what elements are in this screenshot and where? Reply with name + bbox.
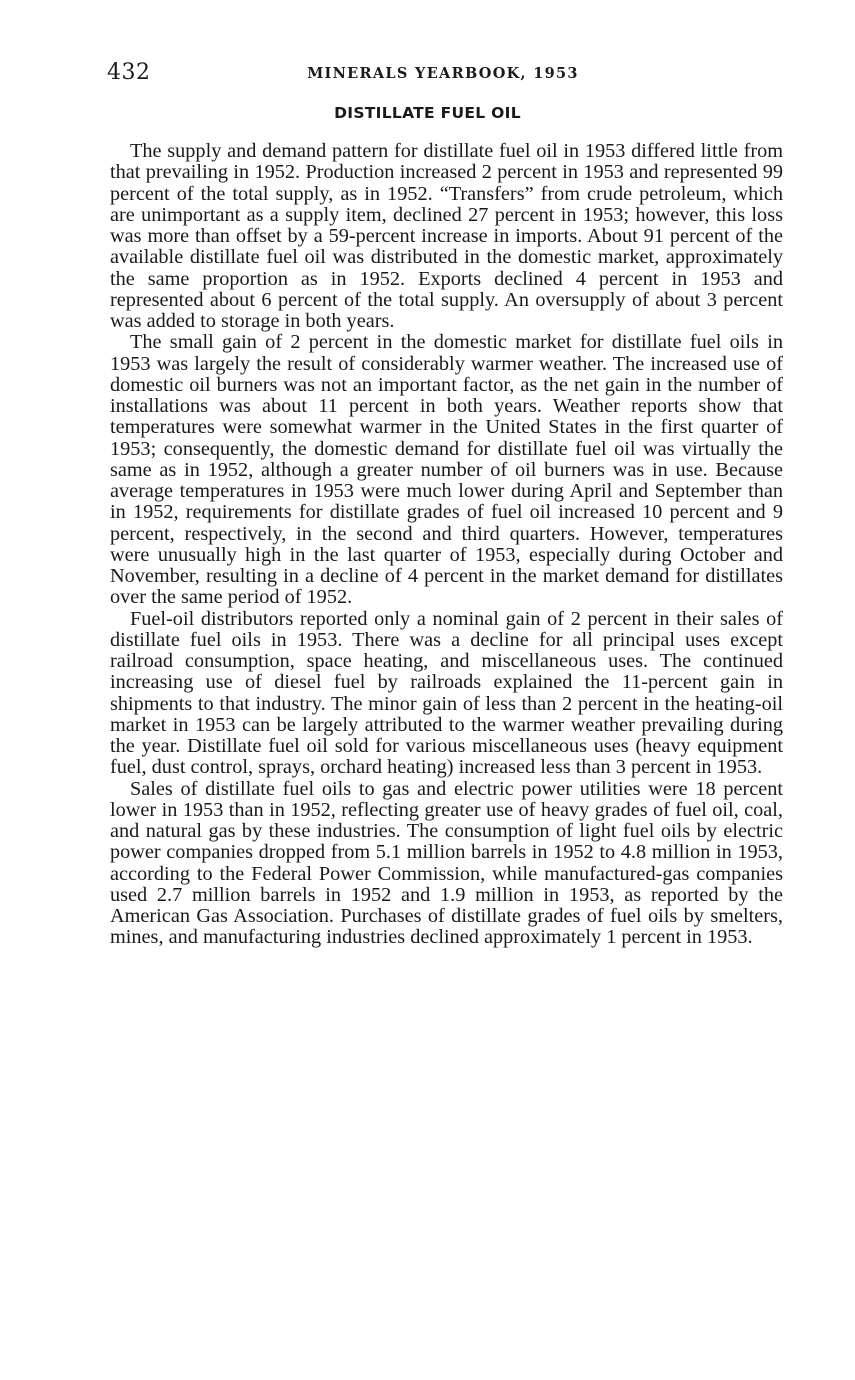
paragraph: Fuel-oil distributors reported only a nominal gain of 2 percent in their sales of distillate fuel oils in 1953. There was a decline for all principal uses except railroad consumption, space heating, and miscellaneous uses. The continued increasing use of diesel fuel by railroads explained the 11-percent gain in shipments to that industry. The minor gain of less than 2 percent in the heating-oil market in 1953 can be largely attributed to the warmer weather prevailing during the year. Distillate fuel oil sold for various miscellaneous uses (heavy equipment fuel, dust control, sprays, orchard heating) increased less than 3 percent in 1953. [110, 607, 783, 779]
running-title: MINERALS YEARBOOK, 1953 [307, 65, 579, 82]
running-head [107, 60, 779, 90]
body-text [110, 141, 783, 949]
paragraph: The supply and demand pattern for distillate fuel oil in 1953 differed little from that prevailing in 1952. Production increased 2 percent in 1953 and represented 99 percent of the total supply, as in 1952. “Transfers” from crude petroleum, which are unimportant as a supply item, declined 27 percent in 1953; however, this loss was more than offset by a 59-percent increase in imports. About 91 percent of the available distillate fuel oil was distributed in the domestic market, approximately the same proportion as in 1952. Exports declined 4 percent in 1953 and represented about 6 percent of the total supply. An oversupply of about 3 percent was added to storage in both years. [110, 140, 783, 332]
paragraph: The small gain of 2 percent in the domestic market for distillate fuel oils in 1953 was largely the result of considerably warmer weather. The increased use of domestic oil burners was not an important factor, as the net gain in the number of installations was about 11 percent in both years. Weather reports show that temperatures were somewhat warmer in the United States in the first quarter of 1953; consequently, the domestic demand for distillate fuel oil was virtually the same as in 1952, although a greater number of oil burners was in use. Because average temperatures in 1953 were much lower during April and September than in 1952, requirements for distillate grades of fuel oil increased 10 percent and 9 percent, respectively, in the second and third quarters. However, temperatures were unusually high in the last quarter of 1953, especially during October and November, resulting in a decline of 4 percent in the market demand for distillates over the same period of 1952. [110, 331, 783, 609]
paragraph: Sales of distillate fuel oils to gas and electric power utilities were 18 percent lower in 1953 than in 1952, reflecting greater use of heavy grades of fuel oil, coal, and natural gas by these industries. The consumption of light fuel oils by electric power companies dropped from 5.1 million barrels in 1952 to 4.8 million in 1953, according to the Federal Power Commission, while manufactured-gas companies used 2.7 million barrels in 1952 and 1.9 million in 1953, as reported by the American Gas Association. Purchases of distillate grades of fuel oils by smelters, mines, and manufacturing industries declined approximately 1 percent in 1953. [110, 777, 783, 949]
page-number: 432 [107, 60, 151, 85]
section-heading: DISTILLATE FUEL OIL [334, 104, 521, 122]
